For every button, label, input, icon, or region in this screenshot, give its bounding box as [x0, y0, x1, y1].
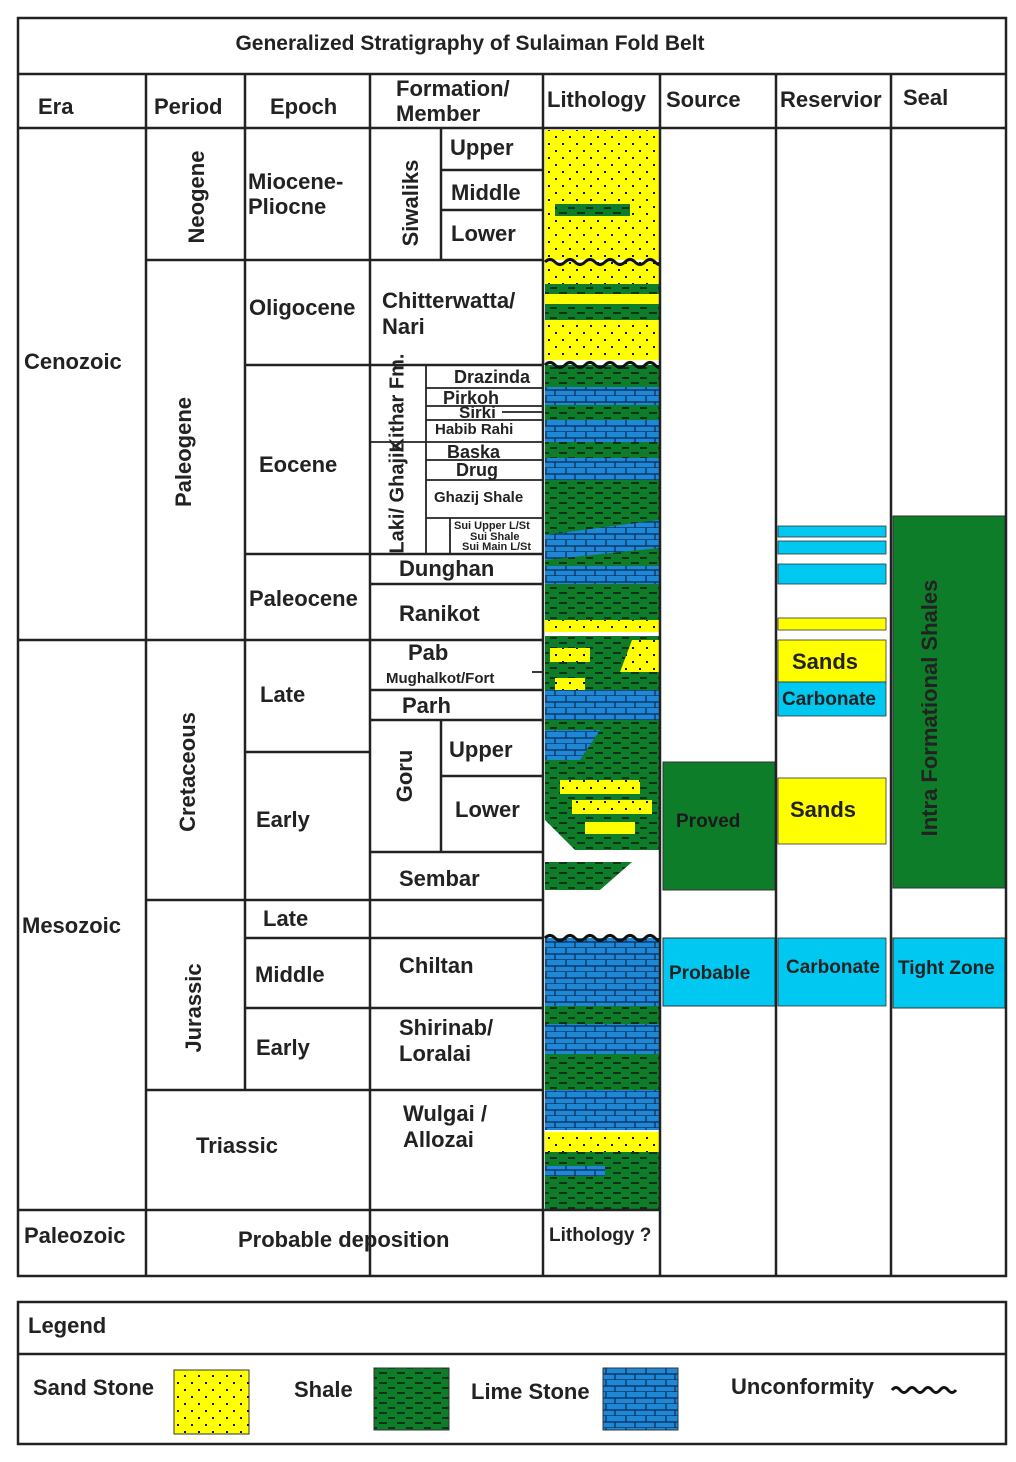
lith-ranikot-shale — [545, 584, 659, 620]
period-paleogene: Paleogene — [171, 396, 196, 508]
seal-intra-formational-box — [893, 516, 1005, 888]
lith-goru-sand-2 — [572, 800, 652, 814]
legend-unconformity-label: Unconformity — [731, 1374, 874, 1399]
header-era: Era — [38, 94, 74, 119]
period-cretaceous: Cretaceous — [175, 712, 200, 832]
lith-habib-lime — [545, 420, 659, 442]
legend-frame — [18, 1302, 1006, 1444]
reservoir-sands-upper-label: Sands — [792, 649, 859, 674]
reservoir-bar-3 — [778, 564, 886, 584]
epoch-eocene: Eocene — [259, 452, 338, 477]
lith-drug-lime — [545, 458, 659, 480]
legend-title: Legend — [28, 1313, 107, 1338]
legend-sand-swatch — [174, 1370, 249, 1434]
epoch-paleocene: Paleocene — [249, 586, 358, 611]
lith-wulgai-lime-lens — [545, 1166, 605, 1176]
era-paleozoic: Paleozoic — [24, 1223, 126, 1248]
formation-siwaliks-middle: Middle — [451, 180, 521, 205]
epoch-oligocene: Oligocene — [249, 295, 356, 320]
reservoir-carbonate-lower-label: Carbonate — [786, 957, 880, 978]
period-triassic: Triassic — [196, 1133, 278, 1158]
formation-sui-upper: Sui Upper L/St — [454, 520, 530, 532]
formation-siwaliks-upper: Upper — [450, 135, 514, 160]
formation-ghazij-shale: Ghazij Shale — [434, 489, 524, 506]
lith-baska-shale — [545, 442, 659, 458]
legend-shale-swatch — [374, 1368, 449, 1430]
formation-shirinab: Shirinab/ Loralai — [399, 1015, 494, 1067]
legend-lime-swatch — [603, 1368, 678, 1430]
era-mesozoic: Mesozoic — [22, 913, 122, 938]
period-neogene: Neogene — [184, 150, 209, 244]
header-formation: Formation/ Member — [396, 76, 510, 127]
seal-intra-formational-label: Intra Formational Shales — [917, 579, 942, 837]
formation-sui-shale: Sui Shale — [470, 531, 520, 543]
lith-goru-sand-3 — [585, 822, 635, 834]
lith-pirkoh-lime — [545, 387, 659, 405]
epoch-miocene-pliocene: Miocene- Pliocne — [248, 169, 344, 219]
source-probable-label: Probable — [669, 963, 751, 984]
reservoir-bar-1 — [778, 526, 886, 537]
header-epoch: Epoch — [270, 94, 338, 119]
lith-ranikot-sand — [545, 620, 659, 632]
formation-parh: Parh — [402, 693, 451, 718]
epoch-cretaceous-late: Late — [260, 682, 306, 707]
lith-wulgai-lime — [545, 1090, 659, 1130]
lith-siwaliks-shale-lens — [555, 204, 630, 216]
formation-habib-rahi: Habib Rahi — [435, 421, 514, 438]
formation-pirkoh: Pirkoh — [443, 388, 500, 408]
lith-wulgai-sand — [545, 1132, 659, 1152]
lith-nari-sand-2 — [545, 294, 659, 304]
header-source: Source — [666, 87, 741, 112]
lith-nari-shale-1 — [545, 284, 659, 294]
formation-sui-main: Sui Main L/St — [462, 541, 532, 553]
lith-shirinab-shale — [545, 1006, 659, 1024]
lith-loralai-shale — [545, 1054, 659, 1090]
formation-sembar: Sembar — [399, 866, 480, 891]
legend-unconformity-wave — [892, 1388, 956, 1393]
lith-siwaliks-sand — [545, 130, 659, 260]
lith-shirinab-lime — [545, 1024, 659, 1054]
formation-kithar: Kithar Fm. — [386, 353, 409, 453]
period-probable-deposition: Probable deposition — [238, 1227, 450, 1252]
epoch-jurassic-middle: Middle — [255, 962, 325, 987]
seal-tight-zone-label: Tight Zone — [898, 958, 995, 979]
period-jurassic: Jurassic — [181, 963, 206, 1053]
header-reservoir: Reservior — [780, 87, 882, 112]
header-seal: Seal — [903, 85, 949, 110]
formation-chitterwatta: Chitterwatta/ Nari — [382, 288, 516, 339]
formation-goru-lower: Lower — [455, 797, 520, 822]
lith-chiltan-lime — [545, 938, 659, 1006]
chart-title: Generalized Stratigraphy of Sulaiman Fold Belt — [235, 32, 705, 55]
formation-dunghan: Dunghan — [399, 556, 495, 581]
lith-parh-lime — [545, 690, 659, 720]
formation-sirki: Sirki — [459, 403, 496, 422]
formation-wulgai: Wulgai / Allozai — [403, 1101, 487, 1153]
formation-goru: Goru — [392, 749, 417, 803]
formation-siwaliks: Siwaliks — [398, 159, 423, 247]
lith-nari-sand-3 — [545, 320, 659, 360]
lith-pab-sand-1 — [550, 648, 590, 662]
reservoir-bar-2 — [778, 541, 886, 554]
lith-goru-sand-1 — [560, 780, 640, 794]
formation-drug: Drug — [456, 460, 498, 480]
lith-nari-shale-2 — [545, 304, 659, 320]
epoch-cretaceous-early: Early — [256, 807, 310, 832]
epoch-jurassic-early: Early — [256, 1035, 310, 1060]
reservoir-bar-4 — [778, 618, 886, 630]
lith-dunghan-lime — [545, 566, 659, 584]
formation-ranikot: Ranikot — [399, 601, 480, 626]
formation-siwaliks-lower: Lower — [451, 221, 516, 246]
epoch-jurassic-late: Late — [263, 906, 309, 931]
source-proved-label: Proved — [676, 811, 741, 832]
formation-chiltan: Chiltan — [399, 953, 474, 978]
legend-shale-label: Shale — [294, 1377, 353, 1402]
lithology-column — [545, 130, 659, 1210]
formation-baska: Baska — [447, 442, 501, 462]
lith-wulgai-shale — [545, 1152, 659, 1210]
lith-sirki-shale — [545, 405, 659, 420]
lith-sembar-shale — [545, 862, 632, 890]
lith-pab-sand-3 — [555, 678, 585, 690]
formation-pab: Pab — [408, 640, 449, 665]
formation-laki-ghajiz: Laki/ Ghajiz — [386, 442, 409, 554]
reservoir-sands-lower-label: Sands — [790, 797, 857, 822]
era-cenozoic: Cenozoic — [24, 349, 122, 374]
reservoir-carbonate-upper-label: Carbonate — [782, 689, 876, 710]
formation-mughalkot: Mughalkot/Fort — [386, 670, 495, 687]
legend-sandstone-label: Sand Stone — [33, 1375, 155, 1400]
legend-limestone-label: Lime Stone — [471, 1379, 590, 1404]
formation-goru-upper: Upper — [449, 737, 513, 762]
header-lithology: Lithology — [547, 87, 646, 112]
header-period: Period — [154, 94, 223, 119]
lithology-unknown: Lithology ? — [549, 1225, 652, 1246]
formation-drazinda: Drazinda — [454, 367, 531, 387]
